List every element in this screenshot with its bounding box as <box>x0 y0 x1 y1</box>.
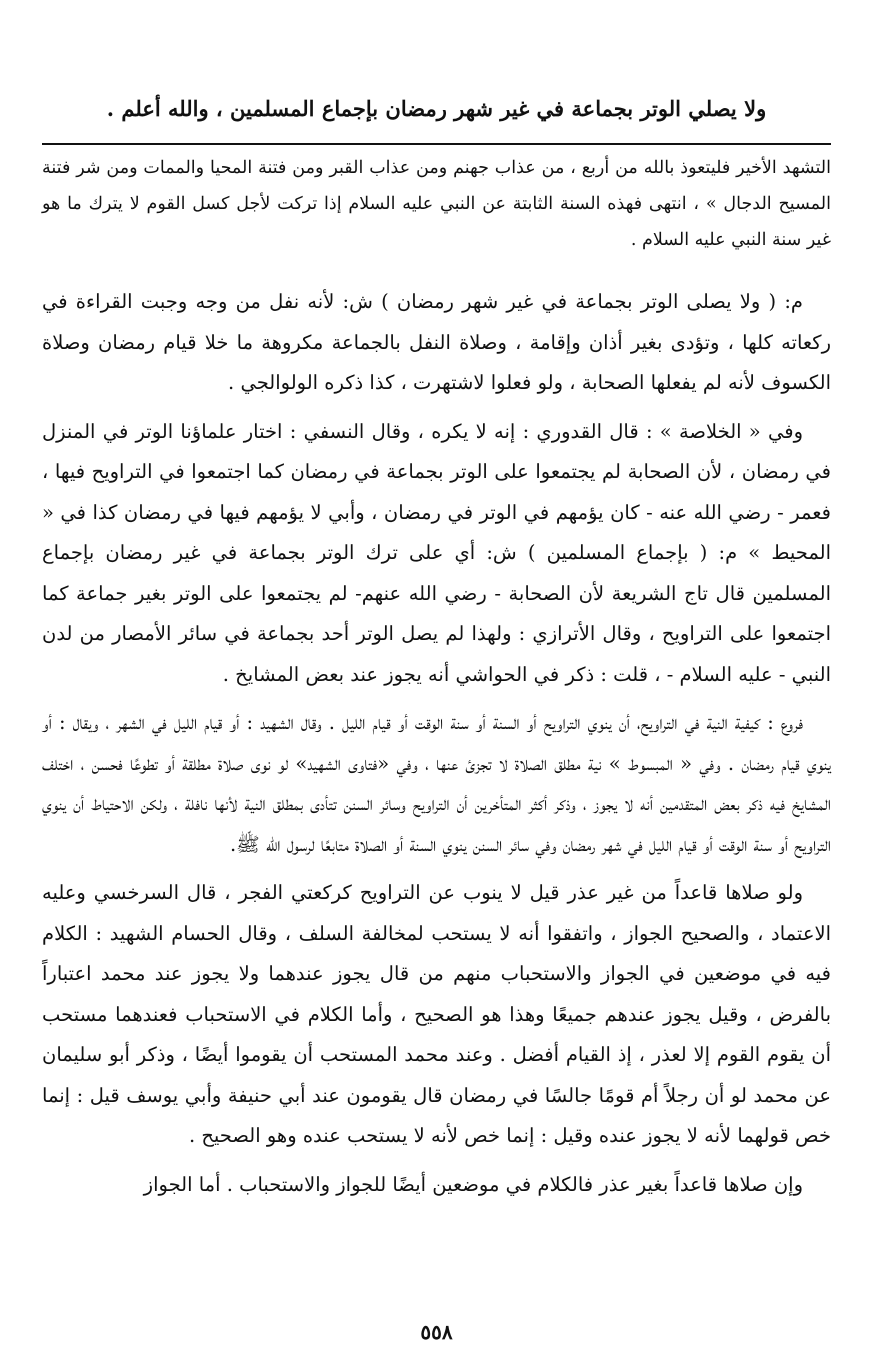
page-number: ٥٥٨ <box>420 1320 453 1344</box>
header-rule <box>42 143 831 145</box>
footnote-text: التشهد الأخير فليتعوذ بالله من أربع ، من عذاب جهنم ومن عذاب القبر ومن فتنة المحيا والممات ومن شر فتنة المسيح الدجال » ، انتهى فهذه السنة الثابتة عن النبي عليه السلام إذا تركت لأجل كسل القوم لا يترك ما هو غير سنة النبي عليه السلام . <box>42 158 831 250</box>
paragraph-2: وفي « الخلاصة » : قال القدوري : إنه لا يكره ، وقال النسفي : اختار علماؤنا الوتر في المنزل في رمضان ، لأن الصحابة لم يجتمعوا على الوتر بجماعة في رمضان كما اجتمعوا في التراويح فيها ، فعمر - رضي الله عنه - كان يؤمهم في الوتر في رمضان ، وأبي لا يؤمهم فيها في رمضان كذا في « المحيط » م: ( بإجماع المسلمين ) ش: أي على ترك الوتر بجماعة في غير رمضان بإجماع المسلمين قال تاج الشريعة لأن الصحابة - رضي الله عنهم- لم يجتمعوا على الوتر بغير جماعة كما اجتمعوا على التراويح ، وقال الأترازي : ولهذا لم يصل الوتر أحد بجماعة في سائر الأمصار من لدن النبي - عليه السلام - ، قلت : ذكر في الحواشي أنه يجوز عند بعض المشايخ . <box>42 419 831 686</box>
paragraph-1: م: ( ولا يصلى الوتر بجماعة في غير شهر رمضان ) ش: لأنه نفل من وجه وجبت القراءة في ركعاته كلها ، وتؤدى بغير أذان وإقامة ، وصلاة النفل بالجماعة مكروهة ما خلا قيام رمضان وصلاة الكسوف لأنه لم يفعلها الصحابة ، ولو فعلوا لاشتهرت ، كذا ذكره الولوالجي . <box>42 290 831 394</box>
footnote-section <box>42 150 831 258</box>
paragraph-4: ولو صلاها قاعداً من غير عذر قيل لا ينوب عن التراويح كركعتي الفجر ، قال السرخسي وعليه الاعتماد ، والصحيح الجواز ، واتفقوا أنه لا يستحب لمخالفة السلف ، وقال الحسام الشهيد : الكلام فيه في موضعين في الجواز والاستحباب منهم من قال يجوز عندهما ولا يجوز عند محمد اعتباراً بالفرض ، وقيل يجوز عندهم جميعًا وهذا هو الصحيح ، وأما الكلام في الاستحباب فعندهما مستحب أن يقوم القوم إلا لعذر ، إذ القيام أفضل . وعند محمد المستحب أن يقوموا أيضًا ، وذكر أبو سليمان عن محمد لو أن رجلاً أم قومًا جالسًا في رمضان قال يقومون عند أبي حنيفة وأبي يوسف قيل : إنما خص قولهما لأنه لا يجوز عنده وقيل : إنما خص لأنه لا يستحب عنده وهو الصحيح . <box>42 881 831 1147</box>
page-header: ولا يصلي الوتر بجماعة في غير شهر رمضان بإجماع المسلمين ، والله أعلم . <box>106 96 767 121</box>
paragraph-3: فروع : كيفية النية في التراويح، أن ينوي التراويح أو السنة أو سنة الوقت أو قيام الليل . وقال الشهيد : أو قيام الليل في الشهر ، ويقال : أو ينوي قيام رمضان . وفي « المبسوط » نية مطلق الصلاة لا تجزئ عنها ، وفي «فتاوى الشهيد» لو نوى صلاة مطلقة أو تطوعًا فحسن ، اختلف المشايخ فيه ذكر بعض المتقدمين أنه لا يجوز ، وذكر أكثر المتأخرين أن التراويح وسائر السنن تتأدى بمطلق النية لأنها نافلة ، ولكن الاحتياط أن ينوي التراويح أو سنة الوقت أو قيام الليل في شهر رمضان وفي سائر السنن ينوي السنة أو الصلاة متابعًا لرسول الله ﷺ. <box>42 711 831 856</box>
main-text <box>42 282 831 1213</box>
paragraph-5: وإن صلاها قاعداً بغير عذر فالكلام في موضعين أيضًا للجواز والاستحباب . أما الجواز <box>143 1172 803 1196</box>
